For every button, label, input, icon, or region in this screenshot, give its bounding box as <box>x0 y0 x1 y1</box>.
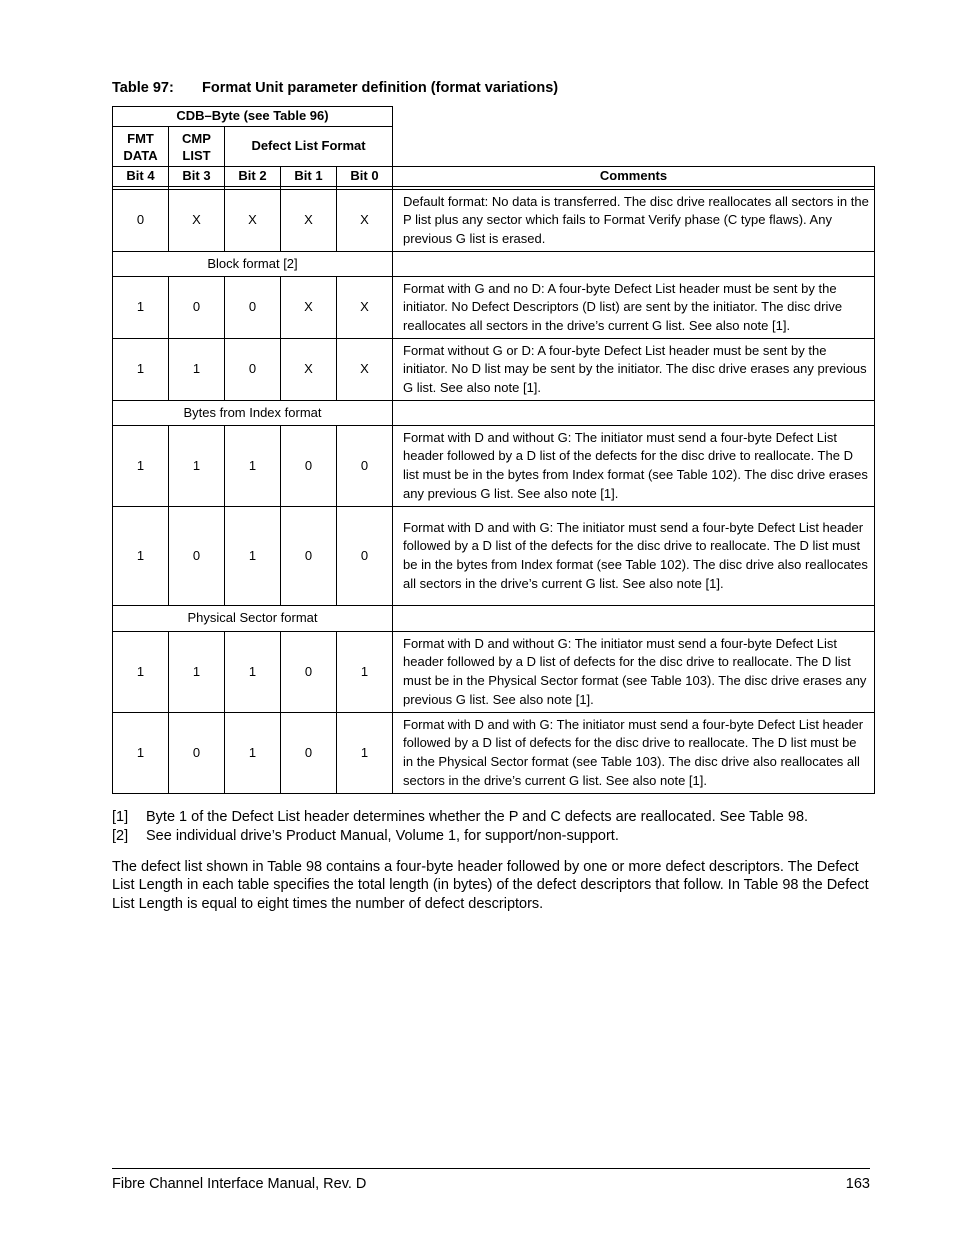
section-row <box>113 606 875 632</box>
row-comment: Format with D and with G: The initiator must send a four-byte Defect List header followed by a D list of defects for the disc drive to reallocate. The D list must be in the Physical Sector format (see Table 103). The disc drive also reallocates all sectors in the drive’s current G list. See also note [1]. <box>393 713 875 794</box>
defect-list-format-header: Defect List Format <box>225 127 393 167</box>
bit-header: Bit 3 <box>169 167 225 187</box>
section-row <box>113 401 875 426</box>
note-key: [2] <box>112 828 129 844</box>
note-text: Byte 1 of the Defect List header determines whether the P and C defects are reallocated. See Table 98. <box>146 809 809 825</box>
row-comment: Default format: No data is transferred. The disc drive reallocates all sectors in the P list plus any sector which fails to Format Verify phase (C type flaws). Any previous G list is erased. <box>393 190 875 252</box>
bit-header: Bit 2 <box>225 167 281 187</box>
row-comment: Format without G or D: A four-byte Defect List header must be sent by the initiator. No D list may be sent by the initiator. The disc drive erases any previous G list. See also note [1]. <box>393 339 875 401</box>
section-label: Bytes from Index format <box>113 401 393 426</box>
table-header-row <box>113 127 875 167</box>
footer-title: Fibre Channel Interface Manual, Rev. D <box>112 1176 367 1192</box>
table-row: 1 1 1 0 0 Format with D and without G: The initiator must send a four-byte Defect List header followed by a D list of the defects for the disc drive to reallocate. The D list must be in the bytes from Index format (see Table 102). The disc drive erases any previous G list. See also note [1]. <box>113 426 875 507</box>
row-comment: Format with G and no D: A four-byte Defect List header must be sent by the initiator. No Defect Descriptors (D list) are sent by the initiator. The disc drive reallocates all sectors in the drive’s current G list. See also note [1]. <box>393 277 875 339</box>
note <box>112 827 892 846</box>
bit-header: Bit 4 <box>113 167 169 187</box>
section-label: Block format [2] <box>113 252 393 277</box>
table-row: 1 0 1 0 1 Format with D and with G: The initiator must send a four-byte Defect List header followed by a D list of defects for the disc drive to reallocate. The D list must be in the Physical Sector format (see Table 103). The disc drive also reallocates all sectors in the drive’s current G list. See also note [1]. <box>113 713 875 794</box>
table-number: Table 97: <box>112 80 174 96</box>
bit-header: Bit 1 <box>281 167 337 187</box>
table-header-row <box>113 107 875 127</box>
table-notes <box>112 808 892 846</box>
table-caption <box>112 80 558 96</box>
note-text: See individual drive’s Product Manual, Volume 1, for support/non-support. <box>146 828 619 844</box>
cmp-list-header: CMP LIST <box>169 127 225 167</box>
page-number: 163 <box>845 1176 870 1192</box>
row-comment: Format with D and without G: The initiator must send a four-byte Defect List header followed by a D list of the defects for the disc drive to reallocate. The D list must be in the bytes from Index format (see Table 102). The disc drive erases any previous G list. See also note [1]. <box>393 426 875 507</box>
bit-header-row <box>113 167 875 187</box>
section-label: Physical Sector format <box>113 606 393 632</box>
cdb-byte-header: CDB–Byte (see Table 96) <box>113 107 393 127</box>
footer-rule <box>112 1168 870 1169</box>
table-title: Format Unit parameter definition (format variations) <box>202 80 559 96</box>
table-row: 0 X X X X Default format: No data is transferred. The disc drive reallocates all sectors in the P list plus any sector which fails to Format Verify phase (C type flaws). Any previous G list is erased. <box>113 190 875 252</box>
table-row: 1 0 1 0 0 Format with D and with G: The initiator must send a four-byte Defect List header followed by a D list of the defects for the disc drive to reallocate. The D list must be in the bytes from Index format (see Table 102). The disc drive also reallocates all sectors in the drive’s current G list. See also note [1]. <box>113 507 875 606</box>
row-comment: Format with D and without G: The initiator must send a four-byte Defect List header followed by a D list of defects for the disc drive to reallocate. The D list must be in the Physical Sector format (see Table 103). The disc drive erases any previous G list. See also note [1]. <box>393 632 875 713</box>
note <box>112 808 892 827</box>
row-comment: Format with D and with G: The initiator must send a four-byte Defect List header followed by a D list of the defects for the disc drive to reallocate. The D list must be in the bytes from Index format (see Table 102). The disc drive also reallocates all sectors in the drive’s current G list. See also note [1]. <box>393 507 875 606</box>
table-row: 1 1 1 0 1 Format with D and without G: The initiator must send a four-byte Defect List header followed by a D list of defects for the disc drive to reallocate. The D list must be in the Physical Sector format (see Table 103). The disc drive erases any previous G list. See also note [1]. <box>113 632 875 713</box>
format-variations-table <box>112 106 875 794</box>
section-row <box>113 252 875 277</box>
fmt-data-header: FMT DATA <box>113 127 169 167</box>
table-row: 1 1 0 X X Format without G or D: A four-byte Defect List header must be sent by the initiator. No D list may be sent by the initiator. The disc drive erases any previous G list. See also note [1]. <box>113 339 875 401</box>
table-row: 1 0 0 X X Format with G and no D: A four-byte Defect List header must be sent by the initiator. No Defect Descriptors (D list) are sent by the initiator. The disc drive reallocates all sectors in the drive’s current G list. See also note [1]. <box>113 277 875 339</box>
comments-header: Comments <box>393 167 875 187</box>
body-paragraph: The defect list shown in Table 98 contains a four-byte header followed by one or more defect descriptors. The Defect List Length in each table specifies the total length (in bytes) of the defect descriptors that follow. In Table 98 the Defect List Length is equal to eight times the number of defect descriptors. <box>112 859 869 912</box>
note-key: [1] <box>112 809 129 825</box>
bit-header: Bit 0 <box>337 167 393 187</box>
